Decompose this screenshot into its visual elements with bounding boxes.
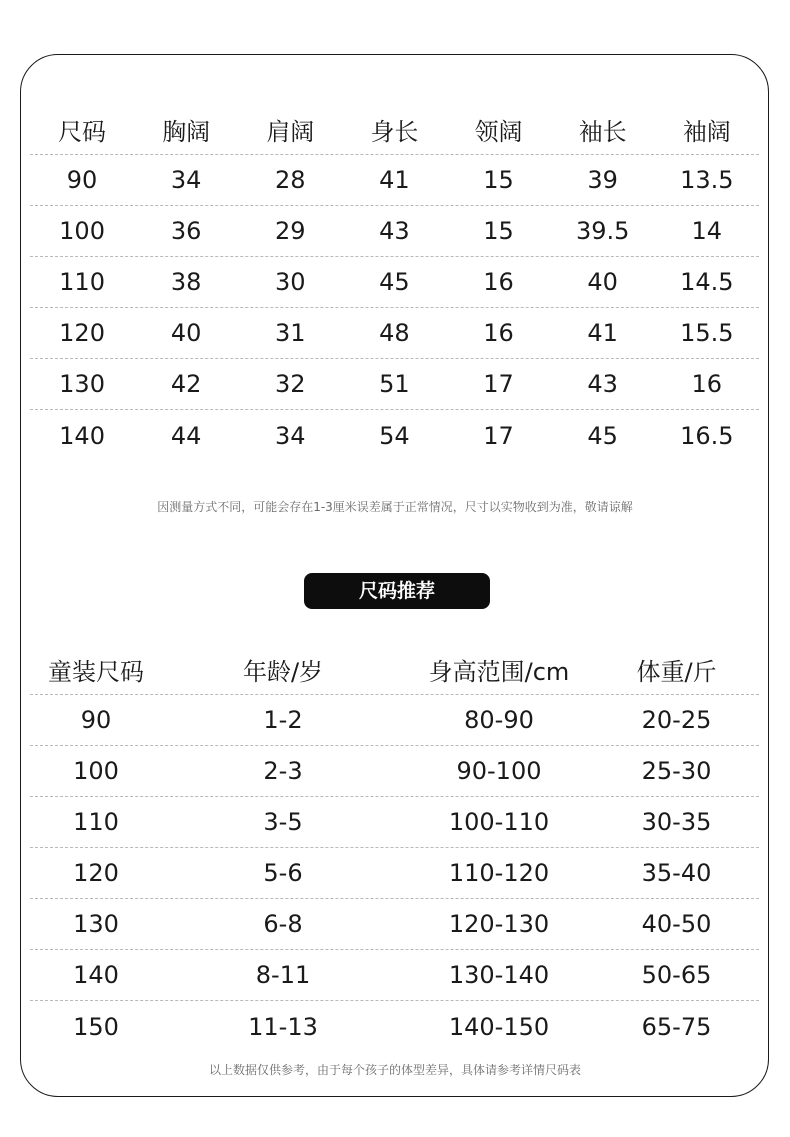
cell: 15.5 (680, 319, 734, 347)
cell: 32 (275, 370, 306, 398)
header-chest: 胸阔 (162, 117, 211, 146)
cell: 41 (379, 166, 410, 194)
cell: 6-8 (263, 910, 303, 938)
header-kids-size: 童装尺码 (48, 657, 144, 686)
cell: 42 (170, 370, 202, 398)
cell: 5-6 (263, 859, 303, 887)
cell: 45 (587, 421, 618, 450)
cell: 39 (587, 166, 618, 194)
cell: 35-40 (641, 859, 712, 887)
cell: 16 (483, 319, 514, 347)
cell: 14 (691, 217, 723, 245)
cell: 39.5 (575, 217, 630, 245)
cell: 90-100 (456, 757, 542, 785)
cell: 31 (275, 319, 306, 347)
cell: 34 (170, 166, 202, 194)
cell: 100 (59, 217, 105, 245)
cell: 29 (275, 217, 306, 245)
table-row (30, 746, 759, 797)
cell: 40-50 (641, 910, 712, 938)
cell: 8-11 (255, 961, 311, 989)
cell: 130-140 (448, 961, 550, 989)
cell: 13.5 (680, 166, 734, 194)
cell: 120 (59, 319, 105, 347)
cell: 20-25 (641, 706, 712, 734)
recommend-title-badge: 尺码推荐 (304, 573, 490, 609)
cell: 34 (275, 421, 306, 450)
cell: 11-13 (248, 1012, 318, 1041)
table-header-row (30, 644, 759, 695)
size-measurement-table (30, 104, 759, 461)
table-row (30, 797, 759, 848)
header-shoulder: 肩阔 (266, 117, 315, 146)
cell: 130 (73, 910, 119, 938)
cell: 15 (483, 166, 514, 194)
cell: 44 (170, 421, 202, 450)
recommend-note: 以上数据仅供参考，由于每个孩子的体型差异，具体请参考详情尺码表 (208, 1063, 581, 1077)
cell: 16.5 (680, 421, 734, 450)
cell: 51 (379, 370, 410, 398)
header-height-range: 身高范围/cm (428, 657, 570, 686)
cell: 140 (73, 961, 119, 989)
cell: 40 (170, 319, 202, 347)
cell: 45 (379, 268, 410, 296)
cell: 36 (170, 217, 202, 245)
cell: 150 (73, 1012, 119, 1041)
cell: 38 (170, 268, 202, 296)
header-collar: 领阔 (474, 117, 523, 146)
header-sleeve-length: 袖长 (578, 117, 627, 146)
cell: 3-5 (263, 808, 303, 836)
cell: 110 (73, 808, 119, 836)
cell: 30 (275, 268, 306, 296)
cell: 110-120 (448, 859, 550, 887)
header-age: 年龄/岁 (242, 657, 324, 686)
cell: 1-2 (263, 706, 303, 734)
table-row (30, 1001, 759, 1052)
cell: 120-130 (448, 910, 550, 938)
cell: 41 (587, 319, 618, 347)
table-row (30, 410, 759, 461)
cell: 80-90 (464, 706, 534, 734)
cell: 100 (73, 757, 119, 785)
table-row (30, 950, 759, 1001)
header-size: 尺码 (58, 117, 107, 146)
table-row (30, 257, 759, 308)
table-header-row (30, 104, 759, 155)
cell: 50-65 (641, 961, 712, 989)
header-sleeve-width: 袖阔 (682, 117, 731, 146)
table-row (30, 695, 759, 746)
measurement-note: 因测量方式不同，可能会存在1-3厘米误差属于正常情况，尺寸以实物收到为准，敬请谅解 (157, 500, 633, 514)
cell: 43 (379, 217, 410, 245)
cell: 48 (379, 319, 410, 347)
cell: 140-150 (448, 1012, 550, 1041)
size-recommend-table (30, 644, 759, 1052)
cell: 16 (691, 370, 723, 398)
cell: 17 (483, 370, 514, 398)
header-weight: 体重/斤 (636, 657, 717, 686)
table-row (30, 848, 759, 899)
table-row (30, 206, 759, 257)
table-row (30, 899, 759, 950)
cell: 15 (483, 217, 514, 245)
table-row (30, 359, 759, 410)
cell: 17 (483, 421, 514, 450)
cell: 90 (66, 166, 98, 194)
cell: 90 (80, 706, 112, 734)
table-row (30, 308, 759, 359)
cell: 40 (587, 268, 618, 296)
cell: 65-75 (641, 1012, 712, 1041)
header-length: 身长 (370, 117, 419, 146)
cell: 130 (59, 370, 105, 398)
cell: 43 (587, 370, 618, 398)
cell: 25-30 (641, 757, 712, 785)
cell: 100-110 (448, 808, 550, 836)
cell: 14.5 (680, 268, 734, 296)
cell: 2-3 (263, 757, 303, 785)
cell: 28 (275, 166, 306, 194)
cell: 16 (483, 268, 514, 296)
table-row (30, 155, 759, 206)
cell: 54 (379, 421, 410, 450)
cell: 110 (59, 268, 105, 296)
cell: 30-35 (641, 808, 712, 836)
cell: 120 (73, 859, 119, 887)
cell: 140 (59, 421, 105, 450)
